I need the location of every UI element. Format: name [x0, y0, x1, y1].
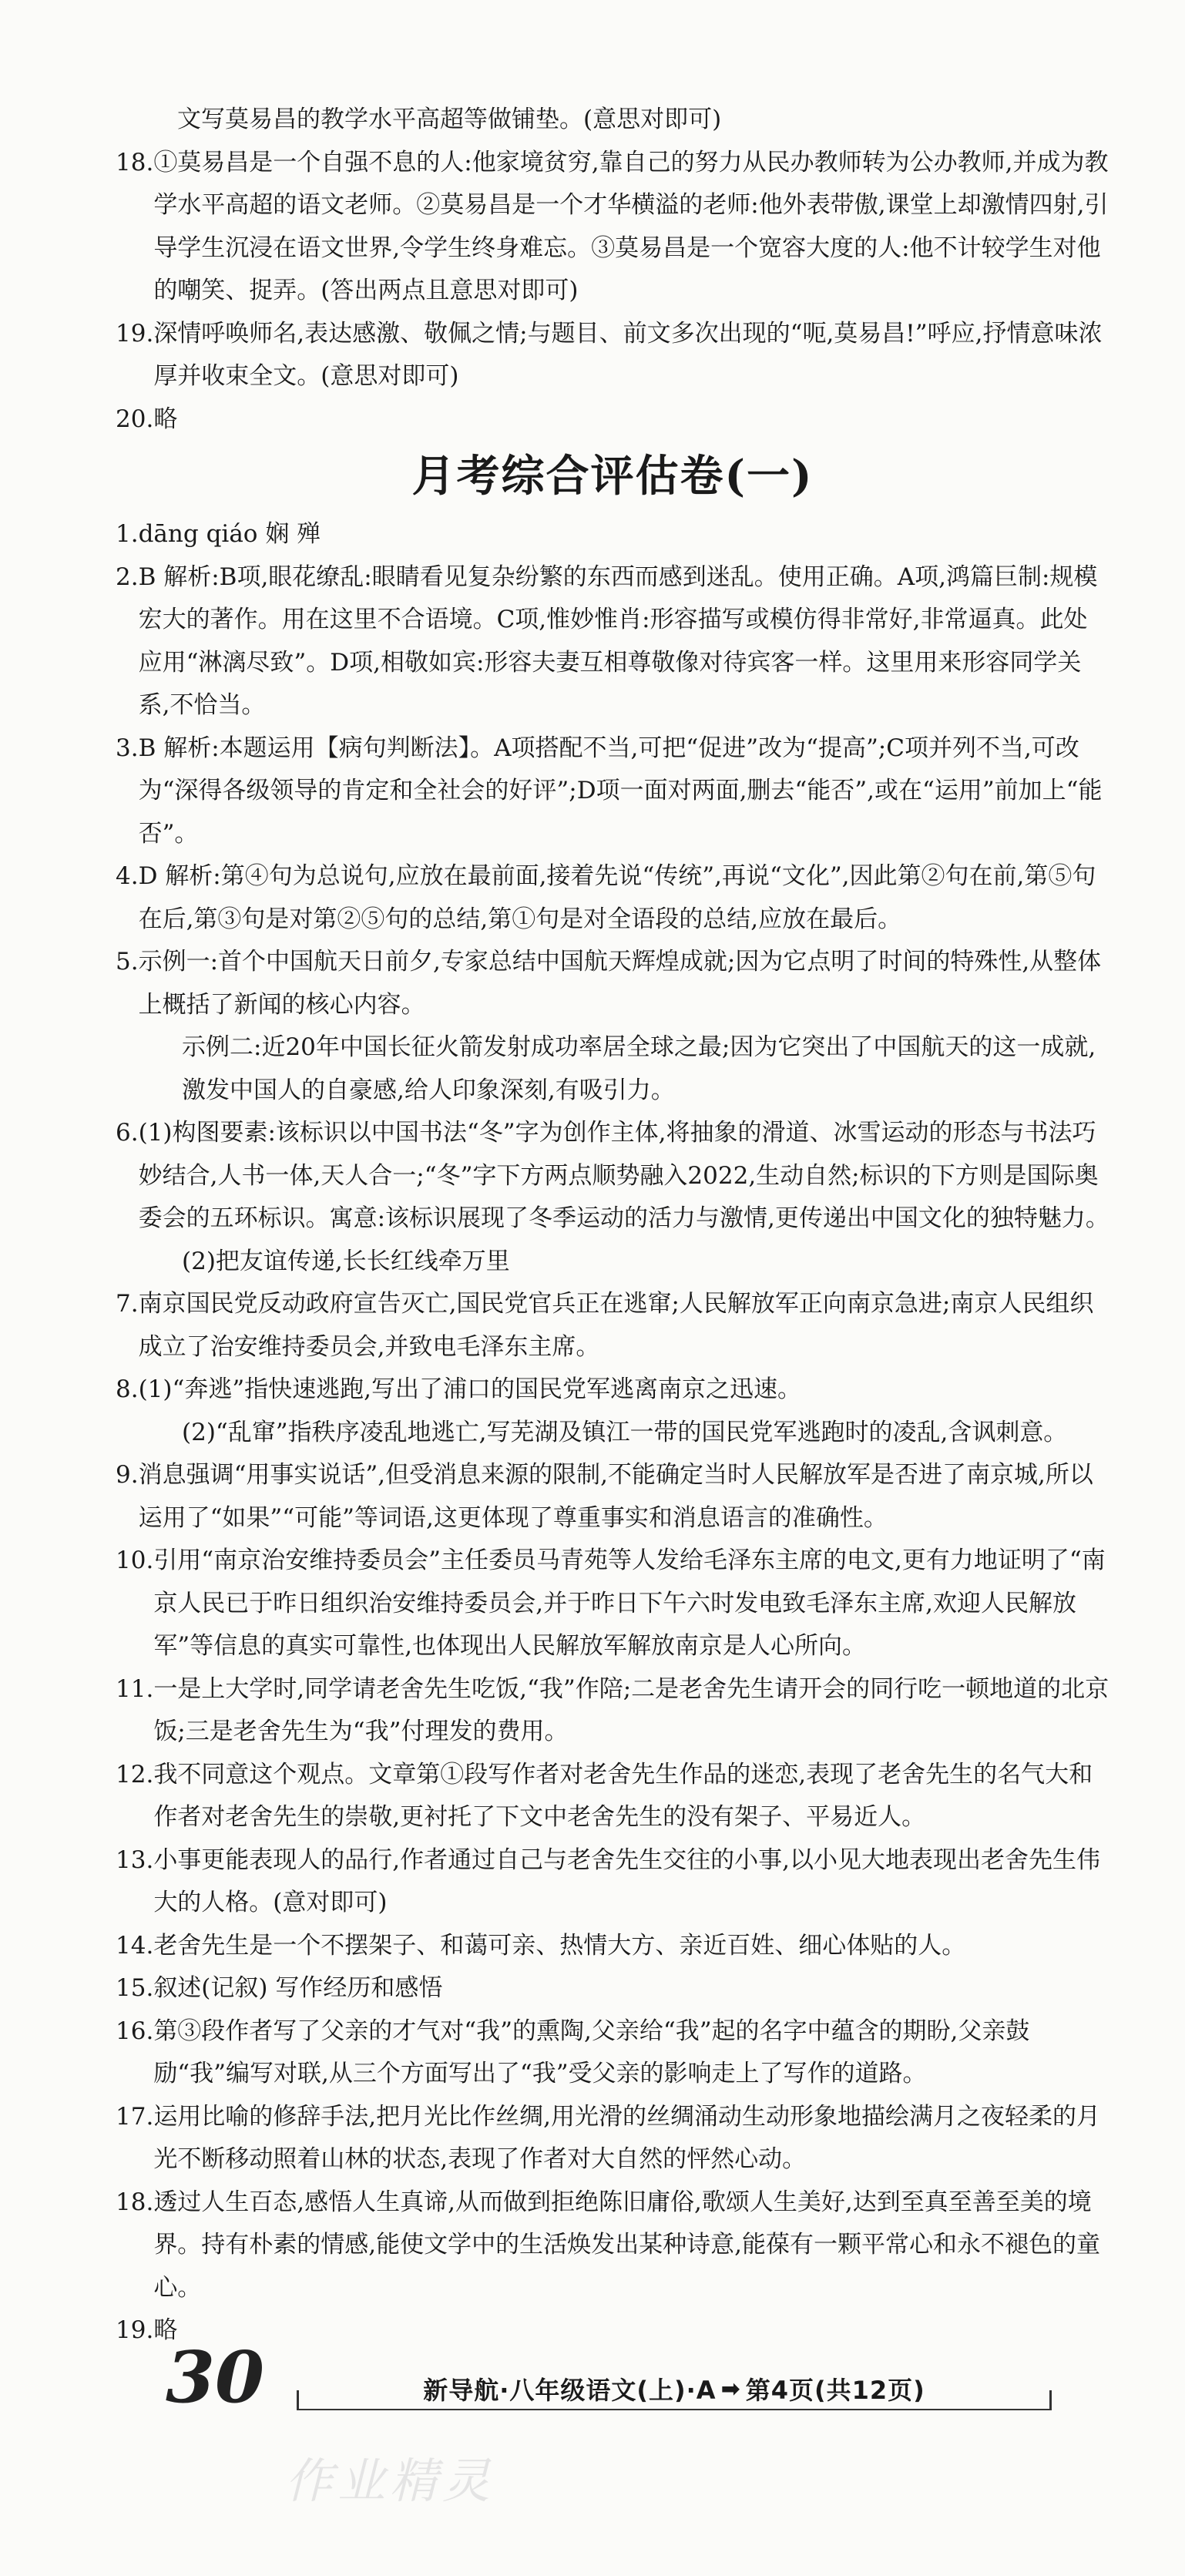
item-text: 引用“南京治安维持委员会”主任委员马青苑等人发给毛泽东主席的电文,更有力地证明了“南京人民已于昨日组织治安维持委员会,并于昨日下午六时发电致毛泽东主席,欢迎人民解放军”等信息的真实可靠性,也体现出人民解放军解放南京是人心所向。	[153, 1547, 1106, 1660]
answer-item	[116, 1241, 1109, 1284]
item-text: 我不同意这个观点。文章第①段写作者对老舍先生作品的迷恋,表现了老舍先生的名气大和作者对老舍先生的崇敬,更衬托了下文中老舍先生的没有架子、平易近人。	[153, 1760, 1093, 1831]
item-text: B 解析:本题运用【病句判断法】。A项搭配不当,可把“促进”改为“提高”;C项并列不当,可改为“深得各级领导的肯定和全社会的好评”;D项一面对两面,删去“能否”,或在“运用”前加上“能否”。	[138, 734, 1103, 848]
item-text: 示例一:首个中国航天日前夕,专家总结中国航天辉煌成就;因为它点明了时间的特殊性,从整体上概括了新闻的核心内容。	[138, 948, 1102, 1019]
item-text: (2)把友谊传递,长长红线牵万里	[182, 1247, 510, 1275]
page-footer	[166, 2335, 1075, 2435]
item-number: 7.	[116, 1290, 139, 1318]
item-number: 18.	[116, 148, 154, 176]
answer-item	[116, 1668, 1109, 1754]
answer-item	[116, 99, 1109, 142]
answer-item	[116, 1967, 1109, 2010]
item-text: 文写莫易昌的教学水平高超等做铺垫。(意思对即可)	[177, 106, 722, 133]
page-number: 30	[166, 2336, 265, 2419]
item-number: 5.	[116, 948, 139, 976]
item-number: 4.	[116, 862, 139, 890]
watermark: 作业精灵	[285, 2453, 495, 2509]
item-text: 示例二:近20年中国长征火箭发射成功率居全球之最;因为它突出了中国航天的这一成就,激发中国人的自豪感,给人印象深刻,有吸引力。	[182, 1033, 1096, 1104]
answer-item	[116, 2181, 1109, 2310]
item-number: 15.	[116, 1974, 154, 2002]
item-number: 19.	[116, 2316, 154, 2344]
item-number: 12.	[116, 1760, 154, 1788]
answer-content	[116, 99, 1109, 2353]
answer-item	[116, 556, 1109, 727]
item-text: 消息强调“用事实说话”,但受消息来源的限制,不能确定当时人民解放军是否进了南京城,所以运用了“如果”“可能”等词语,这更体现了尊重事实和消息语言的准确性。	[138, 1461, 1093, 1532]
item-number: 3.	[116, 734, 139, 762]
item-number: 20.	[116, 405, 154, 433]
item-number: 2.	[116, 563, 139, 591]
answer-item	[116, 142, 1109, 313]
item-number: 9.	[116, 1461, 139, 1489]
answer-item	[116, 1283, 1109, 1369]
book-title: 新导航·八年级语文(上)·A	[423, 2376, 717, 2405]
section-title: 月考综合评估卷(一)	[411, 451, 814, 502]
item-number: 1.	[116, 520, 139, 548]
item-number: 19.	[116, 319, 154, 348]
item-text: 南京国民党反动政府宣告灭亡,国民党官兵正在逃窜;人民解放军正向南京急进;南京人民组织成立了治安维持委员会,并致电毛泽东主席。	[138, 1290, 1094, 1361]
item-number: 6.	[116, 1119, 139, 1147]
item-text: 略	[153, 2316, 178, 2344]
item-number: 16.	[116, 2017, 154, 2045]
item-text: 运用比喻的修辞手法,把月光比作丝绸,用光滑的丝绸涌动生动形象地描绘满月之夜轻柔的月光不断移动照着山林的状态,表现了作者对大自然的怦然心动。	[153, 2102, 1101, 2173]
item-number: 11.	[116, 1674, 154, 1703]
item-text: 略	[153, 405, 178, 433]
answer-item	[116, 513, 1109, 556]
item-text: 叙述(记叙) 写作经历和感悟	[153, 1974, 443, 2002]
answer-item	[116, 727, 1109, 856]
answer-item	[116, 1754, 1109, 1839]
answer-item	[116, 1839, 1109, 1925]
answer-item	[116, 2010, 1109, 2096]
answer-item	[116, 313, 1109, 398]
item-number: 13.	[116, 1846, 154, 1874]
answer-item	[116, 398, 1109, 442]
item-text: (1)构图要素:该标识以中国书法“冬”字为创作主体,将抽象的滑道、冰雪运动的形态与书法巧妙结合,人书一体,天人合一;“冬”字下方两点顺势融入2022,生动自然;标识的下方则是国际奥委会的五环标识。寓意:该标识展现了冬季运动的活力与激情,更传递出中国文化的独特魅力。	[138, 1119, 1109, 1232]
page-info: 第4页(共12页)	[745, 2376, 925, 2405]
answer-item	[116, 1412, 1109, 1455]
item-text: B 解析:B项,眼花缭乱:眼睛看见复杂纷繁的东西而感到迷乱。使用正确。A项,鸿篇巨制:规模宏大的著作。用在这里不合语境。C项,惟妙惟肖:形容描写或模仿得非常好,非常逼真。此处应用“淋漓尽致”。D项,相敬如宾:形容夫妻互相尊敬像对待宾客一样。这里用来形容同学关系,不恰当。	[138, 563, 1098, 719]
item-number: 18.	[116, 2188, 154, 2216]
item-text: (1)“奔逃”指快速逃跑,写出了浦口的国民党军逃离南京之迅速。	[138, 1375, 802, 1403]
item-number: 14.	[116, 1931, 154, 1960]
item-number: 8.	[116, 1375, 139, 1403]
item-number: 17.	[116, 2102, 154, 2131]
answer-item	[116, 1925, 1109, 1968]
item-text: 小事更能表现人的品行,作者通过自己与老舍先生交往的小事,以小见大地表现出老舍先生伟大的人格。(意对即可)	[153, 1846, 1101, 1916]
arrow-right-icon: ➡	[720, 2375, 741, 2403]
item-number: 10.	[116, 1547, 154, 1574]
exam-answers	[116, 513, 1109, 2353]
answer-item	[116, 1112, 1109, 1241]
answer-item	[116, 1369, 1109, 1412]
footer-banner	[297, 2369, 1052, 2410]
item-text: dāng qiáo 娴 殚	[138, 520, 321, 548]
answer-item	[116, 855, 1109, 941]
item-text: 透过人生百态,感悟人生真谛,从而做到拒绝陈旧庸俗,歌颂人生美好,达到至真至善至美的境界。持有朴素的情感,能使文学中的生活焕发出某种诗意,能葆有一颗平常心和永不褪色的童心。	[153, 2188, 1101, 2302]
item-text: D 解析:第④句为总说句,应放在最前面,接着先说“传统”,再说“文化”,因此第②句在前,第⑤句在后,第③句是对第②⑤句的总结,第①句是对全语段的总结,应放在最后。	[138, 862, 1096, 933]
item-text: ①莫易昌是一个自强不息的人:他家境贫穷,靠自己的努力从民办教师转为公办教师,并成为教学水平高超的语文老师。②莫易昌是一个才华横溢的老师:他外表带傲,课堂上却激情四射,引导学生沉浸在语文世界,令学生终身难忘。③莫易昌是一个宽容大度的人:他不计较学生对他的嘲笑、捉弄。(答出两点且意思对即可)	[153, 148, 1109, 304]
answer-item	[116, 2096, 1109, 2181]
answer-item	[116, 1026, 1109, 1112]
item-text: 第③段作者写了父亲的才气对“我”的熏陶,父亲给“我”起的名字中蕴含的期盼,父亲鼓励“我”编写对联,从三个方面写出了“我”受父亲的影响走上了写作的道路。	[153, 2017, 1030, 2087]
answer-item	[116, 941, 1109, 1026]
item-text: (2)“乱窜”指秩序凌乱地逃亡,写芜湖及镇江一带的国民党军逃跑时的凌乱,含讽刺意。	[182, 1418, 1068, 1446]
item-text: 一是上大学时,同学请老舍先生吃饭,“我”作陪;二是老舍先生请开会的同行吃一顿地道的北京饭;三是老舍先生为“我”付理发的费用。	[153, 1674, 1109, 1745]
item-text: 深情呼唤师名,表达感激、敬佩之情;与题目、前文多次出现的“呃,莫易昌!”呼应,抒情意味浓厚并收束全文。(意思对即可)	[153, 319, 1103, 390]
item-text: 老舍先生是一个不摆架子、和蔼可亲、热情大方、亲近百姓、细心体贴的人。	[153, 1931, 966, 1960]
answer-item	[116, 1454, 1109, 1540]
answer-item	[116, 1540, 1109, 1668]
previous-section-answers	[116, 99, 1109, 441]
